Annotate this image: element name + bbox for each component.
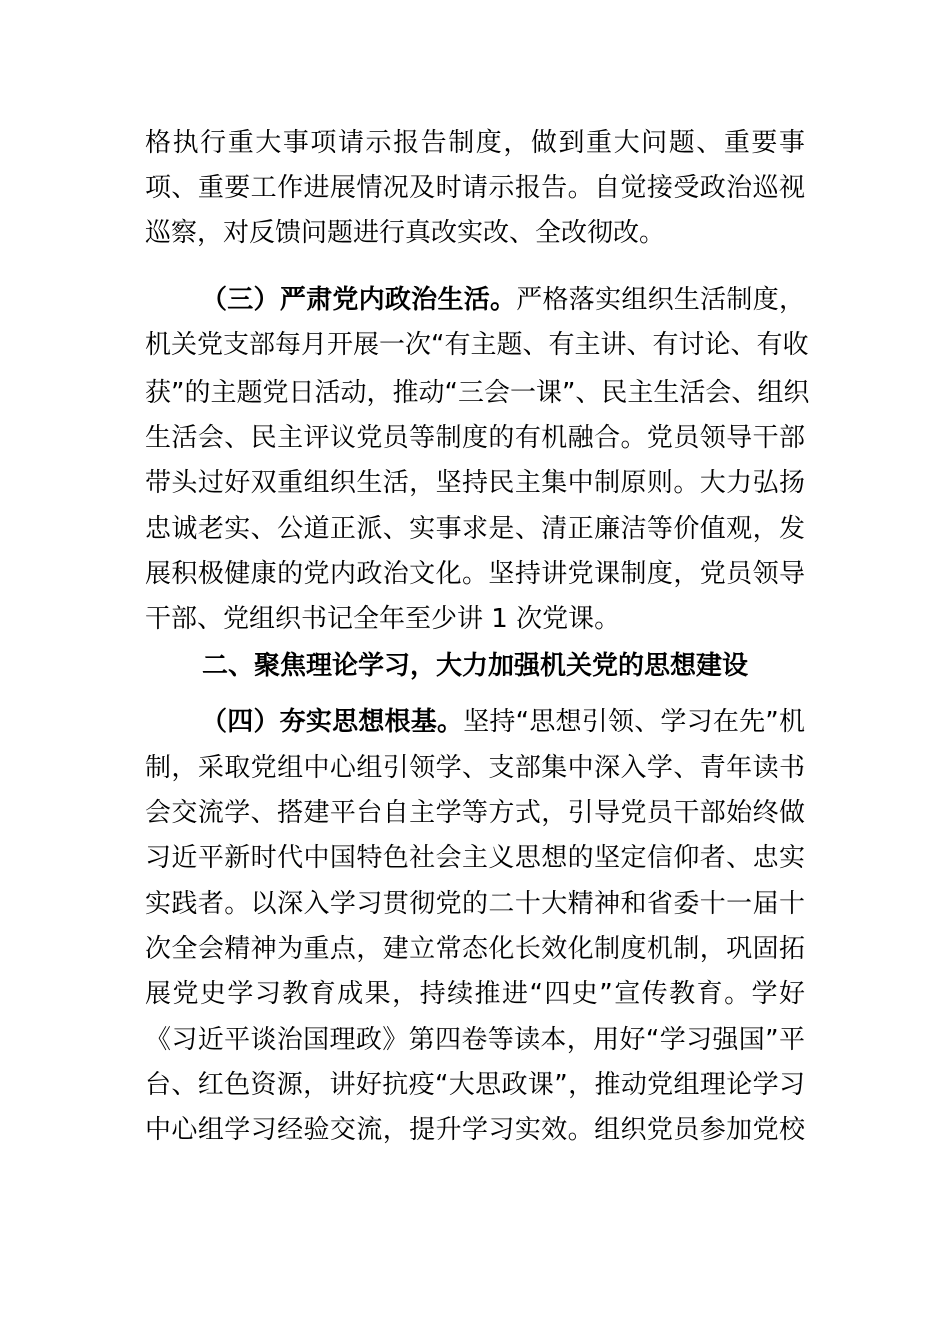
paragraph-line: 巡察，对反馈问题进行真改实改、全改彻改。	[145, 218, 666, 248]
paragraph-text: 坚持“思想引领、学习在先”机	[463, 707, 805, 737]
paragraph-line: 中心组学习经验交流，提升学习实效。组织党员参加党校	[145, 1115, 805, 1145]
paragraph-line: 台、红色资源，讲好抗疫“大思政课”，推动党组理论学习	[145, 1070, 805, 1100]
paragraph-line: 会交流学、搭建平台自主学等方式，引导党员干部始终做	[145, 798, 805, 828]
paragraph-line: 《习近平谈治国理政》第四卷等读本，用好“学习强国”平	[145, 1025, 805, 1055]
paragraph-line: 格执行重大事项请示报告制度，做到重大问题、重要事	[145, 128, 805, 158]
paragraph-text: 严格落实组织生活制度，	[516, 285, 805, 315]
paragraph-heading: （四）夯实思想根基。	[201, 707, 464, 737]
paragraph-line: 获”的主题党日活动，推动“三会一课”、民主生活会、组织	[145, 378, 810, 408]
paragraph-line: 生活会、民主评议党员等制度的有机融合。党员领导干部	[145, 423, 805, 453]
paragraph-line: 展积极健康的党内政治文化。坚持讲党课制度，党员领导	[145, 559, 805, 589]
paragraph-line: 展党史学习教育成果，持续推进“四史”宣传教育。学好	[145, 979, 805, 1009]
paragraph-line: 实践者。以深入学习贯彻党的二十大精神和省委十一届十	[145, 889, 805, 919]
paragraph-line: 忠诚老实、公道正派、实事求是、清正廉洁等价值观，发	[145, 514, 805, 544]
paragraph-first-line	[201, 282, 805, 318]
paragraph-line: 机关党支部每月开展一次“有主题、有主讲、有讨论、有收	[145, 330, 809, 360]
paragraph-line: 制，采取党组中心组引领学、支部集中深入学、青年读书	[145, 753, 805, 783]
paragraph-line: 项、重要工作进展情况及时请示报告。自觉接受政治巡视	[145, 173, 805, 203]
paragraph-first-line	[201, 704, 805, 740]
paragraph-line: 干部、党组织书记全年至少讲 1 次党课。	[145, 604, 621, 634]
paragraph-line: 习近平新时代中国特色社会主义思想的坚定信仰者、忠实	[145, 843, 805, 873]
paragraph-heading: （三）严肃党内政治生活。	[201, 285, 517, 315]
paragraph-line: 次全会精神为重点，建立常态化长效化制度机制，巩固拓	[145, 934, 805, 964]
section-title: 二、聚焦理论学习，大力加强机关党的思想建设	[201, 651, 748, 681]
paragraph-line: 带头过好双重组织生活，坚持民主集中制原则。大力弘扬	[145, 468, 805, 498]
